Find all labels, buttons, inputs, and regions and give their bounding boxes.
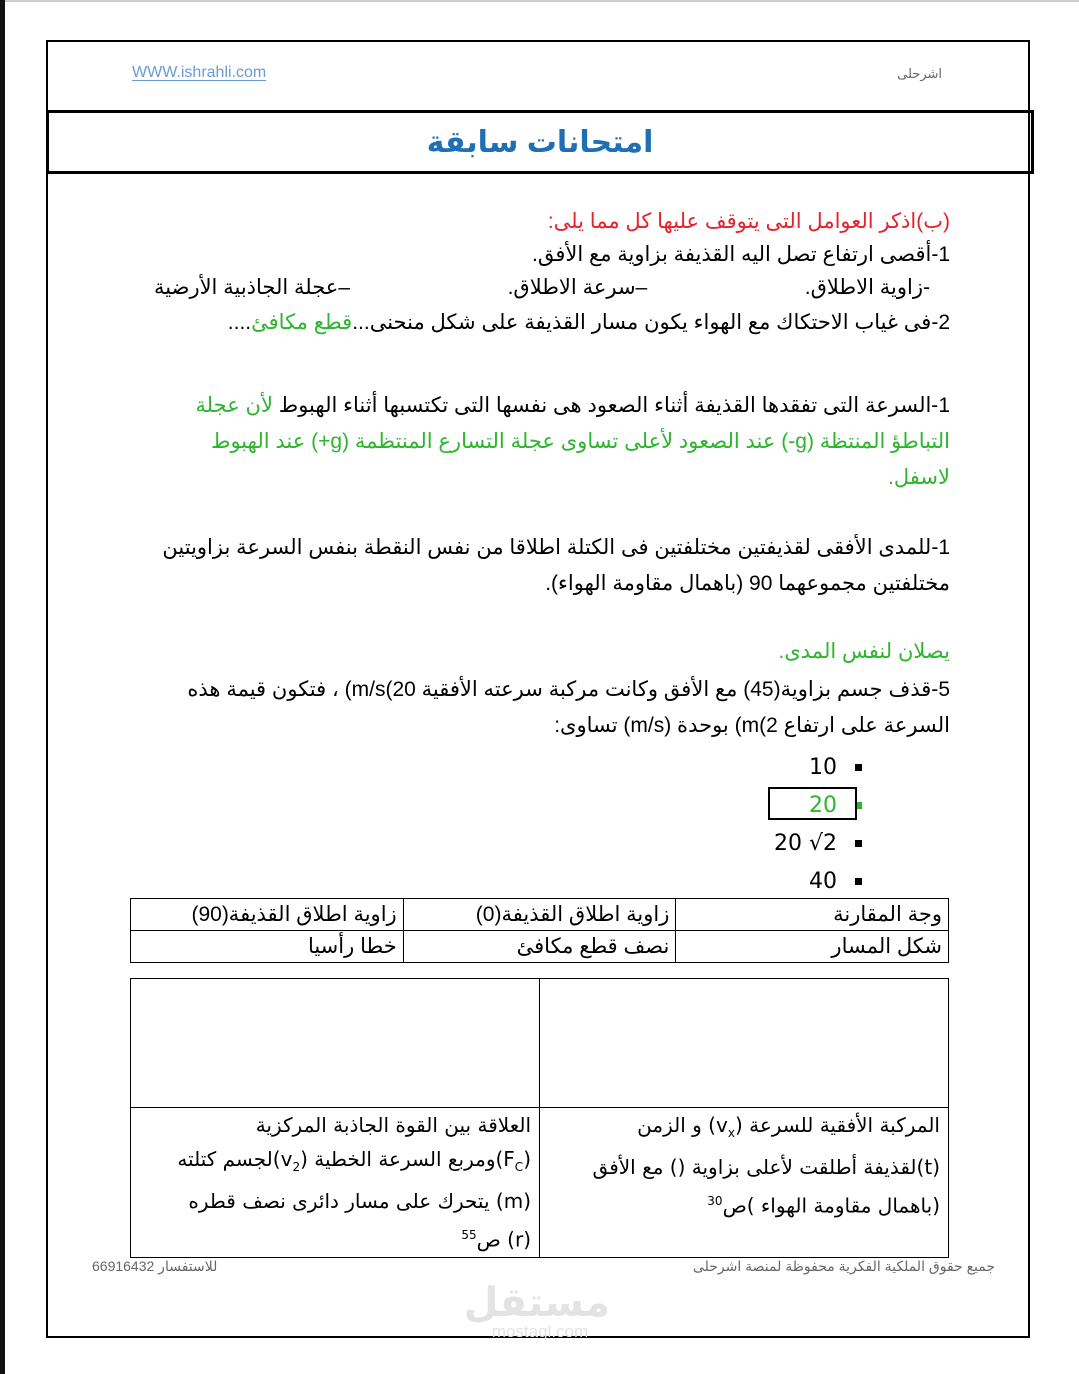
relations-table	[130, 978, 949, 1258]
bullet-icon	[855, 878, 862, 885]
reason-answer-line-2: التباطؤ المنتظة (g-) عند الصعود لأعلى تساوى عجلة التسارع المنتظمة (g+) عند الهبوط	[211, 430, 950, 453]
question-2	[130, 303, 950, 343]
text: (باهمال مقاومة الهواء )ص	[722, 1193, 940, 1218]
range-statement-line-1: 1-للمدى الأفقى لقذيفتين مختلفتين فى الكتلة اطلاقا من نفس النقطة بنفس السرعة بزاويتين	[162, 536, 950, 559]
comparison-table	[130, 898, 949, 963]
site-link[interactable]: WWW.ishrahli.com	[132, 64, 267, 81]
table-cell: شكل المسار	[676, 931, 949, 963]
footer-contact: للاستفسار 66916432	[92, 1258, 218, 1274]
graph-cell-right	[540, 979, 949, 1108]
mcq-options	[740, 748, 870, 900]
question-1-factors	[130, 273, 950, 303]
text: ) و الزمن	[637, 1113, 716, 1137]
subscript: x	[727, 1126, 735, 1140]
table-cell: خطا رأسيا	[131, 931, 404, 963]
table-row	[131, 1108, 949, 1258]
subscript: C	[514, 1160, 524, 1174]
reason-statement: 1-السرعة التى تفقدها القذيفة أثناء الصعود هى نفسها التى تكتسبها أثناء الهبوط	[272, 394, 950, 417]
page-ref: 30	[707, 1194, 723, 1208]
mcq-question-line-2: السرعة على ارتفاع 2)m) بوحدة (m/s) تساوى:	[554, 714, 950, 737]
watermark-logo: مستقل	[463, 1281, 610, 1325]
table-row	[131, 899, 949, 931]
range-block	[130, 530, 950, 670]
footer-copyright: جميع حقوق الملكية الفكرية محفوظة لمنصة اشرحلى	[692, 1258, 995, 1274]
reason-block	[130, 388, 950, 496]
mcq-option-40[interactable]	[740, 862, 870, 900]
mcq-option-10[interactable]	[740, 748, 870, 786]
bullet-icon	[855, 840, 862, 847]
text: (t)لقذيفة أطلقت لأعلى بزاوية () مع الأفق	[592, 1155, 940, 1179]
page-title: امتحانات سابقة	[426, 125, 654, 159]
left-edge-bar	[0, 0, 5, 1374]
bullet-icon	[855, 802, 862, 809]
graph-row	[131, 979, 949, 1108]
factor-speed: –سرعة الاطلاق.	[507, 276, 648, 299]
reason-answer-line-3: لاسفل.	[888, 466, 950, 489]
mcq-option-20-correct[interactable]	[740, 786, 870, 824]
range-statement-line-2: مختلفتين مجموعهما 90 (باهمال مقاومة الهواء).	[545, 572, 950, 595]
option-label: 20	[809, 792, 837, 818]
text: (F	[503, 1147, 531, 1171]
bullet-icon	[855, 764, 862, 771]
mcq-question	[130, 672, 950, 744]
text: )ومربع السرعة الخطية (v	[280, 1147, 504, 1171]
range-answer: يصلان لنفس المدى.	[778, 640, 950, 663]
factor-angle: -زاوية الاطلاق.	[804, 276, 930, 299]
question-1: 1-أقصى ارتفاع تصل اليه القذيفة بزاوية مع الأفق.	[531, 243, 950, 266]
question-2-dots: ....	[227, 311, 252, 334]
section-b	[130, 207, 950, 343]
title-box	[46, 110, 1034, 174]
text: المركبة الأفقية للسرعة (v	[715, 1113, 940, 1137]
option-label: 20 √2	[773, 830, 837, 856]
brand-name: اشرحلى	[897, 66, 942, 81]
table-cell: وجة المقارنة	[676, 899, 949, 931]
table-cell: نصف قطع مكافئ	[403, 931, 676, 963]
reason-answer-start: لأن عجلة	[195, 394, 273, 417]
top-edge	[5, 0, 1079, 2]
option-label: 10	[809, 754, 837, 780]
graph-cell-left	[131, 979, 540, 1108]
page-ref: 55	[461, 1228, 477, 1242]
table-cell: زاوية اطلاق القذيفة(90)	[131, 899, 404, 931]
question-2-answer: قطع مكافئ	[251, 311, 353, 334]
table-cell: زاوية اطلاق القذيفة(0)	[403, 899, 676, 931]
watermark-url: mostaql.com	[491, 1322, 589, 1341]
mcq-question-line-1: 5-قذف جسم بزاوية(45) مع الأفق وكانت مركبة سرعته الأفقية 20)m/s) ، فتكون قيمة هذه	[187, 678, 950, 701]
text: (m) يتحرك على مسار دائرى نصف قطره	[188, 1189, 531, 1213]
question-2-text: 2-فى غياب الاحتكاك مع الهواء يكون مسار القذيفة على شكل منحنى...	[352, 311, 950, 334]
mcq-option-20-root2[interactable]	[740, 824, 870, 862]
factor-gravity: –عجلة الجاذبية الأرضية	[154, 276, 351, 299]
text: العلاقة بين القوة الجاذبة المركزية	[255, 1113, 531, 1137]
section-b-heading: (ب)اذكر العوامل التى يتوقف عليها كل مما يلى:	[547, 210, 950, 233]
reason-line-1	[130, 388, 950, 424]
text: )لجسم كتلته	[177, 1147, 281, 1171]
relation-vx-time	[540, 1108, 949, 1258]
page-header	[48, 42, 1028, 112]
option-label: 40	[809, 868, 837, 894]
relation-fc-v2	[131, 1108, 540, 1258]
text: (r) ص	[476, 1227, 531, 1252]
subscript: 2	[292, 1160, 301, 1174]
mostaql-watermark	[463, 1281, 610, 1341]
table-row	[131, 931, 949, 963]
